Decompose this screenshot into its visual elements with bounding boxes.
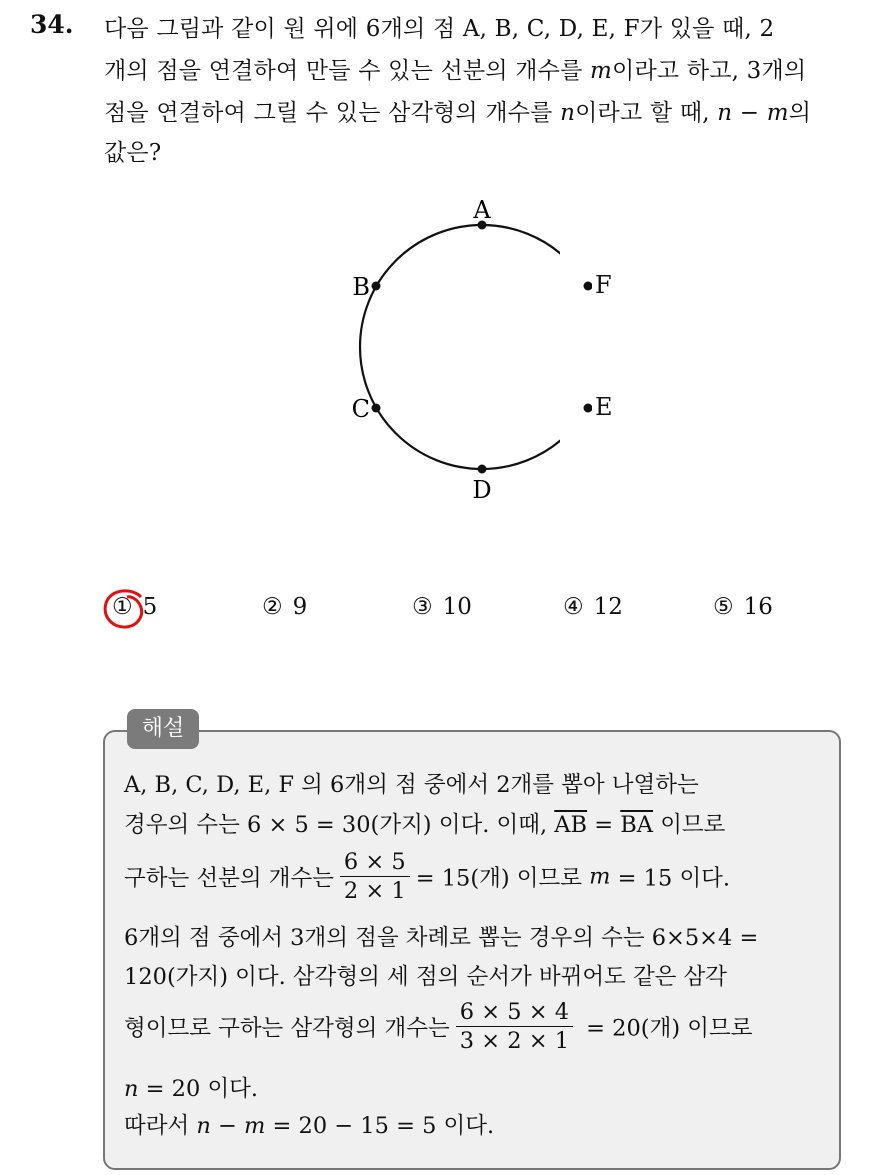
choice-4[interactable]: ④ 12 — [563, 594, 623, 620]
question-line-2: 개의 점을 연결하여 만들 수 있는 선분의 개수를 m이라고 하고, 3개의 — [104, 58, 807, 84]
point-b — [372, 282, 381, 291]
solution-line-8: 따라서 n − m = 20 − 15 = 5 이다. — [124, 1113, 495, 1139]
solution-line-6: 형이므로 구하는 삼각형의 개수는 $\frac{6 \times 5 \times 4}{3 \times 2 \times 1}$ = 20(개) 이므로 — [124, 999, 753, 1054]
question-line-1: 다음 그림과 같이 원 위에 6개의 점 A, B, C, D, E, F가 있을 때, 2 — [104, 16, 775, 42]
question-number: 34. — [30, 10, 74, 39]
solution-line-1: A, B, C, D, E, F 의 6개의 점 중에서 2개를 뽑아 나열하는 — [124, 772, 699, 798]
label-a: A — [473, 196, 491, 224]
solution-line-3: 구하는 선분의 개수는 $\frac{6 \times 5}{2 \times 1}$ = 15(개) 이므로 m = 15 이다. — [124, 849, 731, 904]
label-d: D — [472, 476, 492, 504]
choice-3[interactable]: ③ 10 — [412, 594, 472, 620]
solution-line-7: n = 20 이다. — [124, 1076, 259, 1102]
point-d — [478, 465, 487, 474]
point-c — [372, 404, 381, 413]
segment-ab: $\overline{AB}$ — [554, 812, 588, 838]
expression-n-minus-m: n − m — [717, 100, 789, 126]
label-b: B — [352, 273, 370, 301]
solution-line-2: 경우의 수는 6 × 5 = 30(가지) 이다. 이때, $\overline{AB} = \overline{BA}$ 이므로 — [124, 812, 726, 838]
variable-n: n — [560, 100, 576, 126]
variable-m: m — [590, 58, 613, 84]
point-e-dot — [584, 404, 593, 413]
label-e: E — [595, 393, 613, 421]
right-points — [578, 280, 592, 420]
fraction-2: $\frac{6 \times 5 \times 4}{3 \times 2 \times 1}$ — [456, 998, 573, 1055]
label-f: F — [595, 271, 612, 299]
choice-2[interactable]: ② 9 — [262, 594, 308, 620]
question-line-4: 값은? — [104, 140, 162, 166]
choice-1[interactable]: ① 5 — [112, 594, 158, 620]
fraction-1: $\frac{6 \times 5}{2 \times 1}$ — [340, 848, 410, 905]
question-line-3: 점을 연결하여 그릴 수 있는 삼각형의 개수를 n이라고 할 때, n − m의 — [104, 100, 812, 126]
solution-line-5: 120(가지) 이다. 삼각형의 세 점의 순서가 바뀌어도 같은 삼각 — [124, 964, 728, 990]
solution-line-4: 6개의 점 중에서 3개의 점을 차례로 뽑는 경우의 수는 6×5×4 = — [124, 925, 759, 951]
circle-figure — [330, 190, 560, 510]
segment-ba: $\overline{BA}$ — [620, 812, 654, 838]
label-c: C — [351, 395, 370, 423]
choice-5[interactable]: ⑤ 16 — [713, 594, 773, 620]
point-f-dot — [584, 282, 593, 291]
solution-title: 해설 — [127, 709, 199, 749]
circle — [360, 225, 560, 469]
